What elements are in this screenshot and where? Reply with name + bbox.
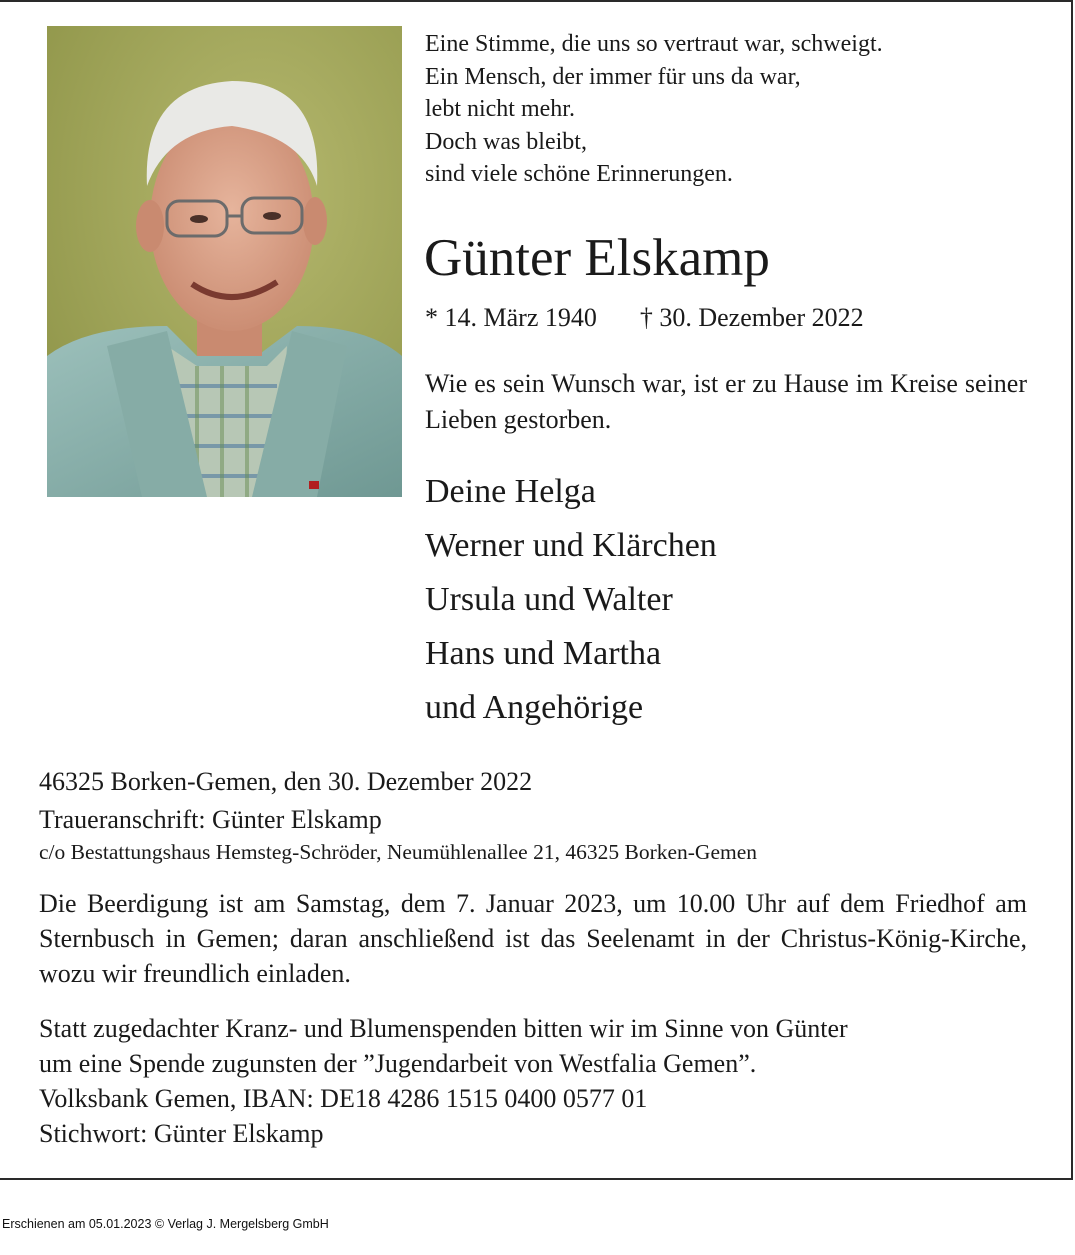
- wish-text: Wie es sein Wunsch war, ist er zu Hause im Kreise seiner Lieben gestorben.: [425, 369, 1027, 434]
- family-list: [425, 465, 717, 735]
- publication-footer: Erschienen am 05.01.2023 © Verlag J. Mergelsberg GmbH: [2, 1217, 329, 1231]
- donation-line: Statt zugedachter Kranz- und Blumenspenden bitten wir im Sinne von Günter: [39, 1014, 848, 1043]
- life-dates: [425, 300, 864, 336]
- poem-line: Ein Mensch, der immer für uns da war,: [425, 63, 801, 90]
- mourning-address: c/o Bestattungshaus Hemsteg-Schröder, Neumühlenallee 21, 46325 Borken-Gemen: [39, 840, 758, 864]
- donation-note: [39, 1011, 1039, 1151]
- place-date: 46325 Borken-Gemen, den 30. Dezember 2022: [39, 767, 533, 796]
- donation-line: um eine Spende zugunsten der ”Jugendarbeit von Westfalia Gemen”.: [39, 1049, 757, 1078]
- portrait-image: [47, 26, 402, 497]
- family-member: Deine Helga: [425, 473, 596, 510]
- family-member: Ursula und Walter: [425, 581, 673, 618]
- family-member: und Angehörige: [425, 689, 644, 726]
- mourning-address-label: Traueranschrift: Günter Elskamp: [39, 805, 382, 834]
- funeral-text: Die Beerdigung ist am Samstag, dem 7. Januar 2023, um 10.00 Uhr auf dem Friedhof am Sternbusch in Gemen; daran anschließend ist das Seelenamt in der Christus-König-Kirche, wozu wir freundlich einladen.: [39, 889, 1027, 988]
- donation-line: Volksbank Gemen, IBAN: DE18 4286 1515 0400 0577 01: [39, 1084, 648, 1113]
- donation-line: Stichwort: Günter Elskamp: [39, 1119, 324, 1148]
- poem-line: sind viele schöne Erinnerungen.: [425, 161, 733, 187]
- poem: [425, 28, 1045, 191]
- poem-line: Doch was bleibt,: [425, 128, 587, 155]
- portrait-photo: [47, 26, 402, 497]
- birth-date: * 14. März 1940: [425, 303, 597, 332]
- death-date: † 30. Dezember 2022: [639, 303, 864, 332]
- poem-line: Eine Stimme, die uns so vertraut war, schweigt.: [425, 31, 883, 57]
- deceased-name: Günter Elskamp: [424, 229, 770, 287]
- family-member: Werner und Klärchen: [425, 527, 717, 564]
- family-member: Hans und Martha: [425, 635, 662, 672]
- poem-line: lebt nicht mehr.: [425, 96, 575, 122]
